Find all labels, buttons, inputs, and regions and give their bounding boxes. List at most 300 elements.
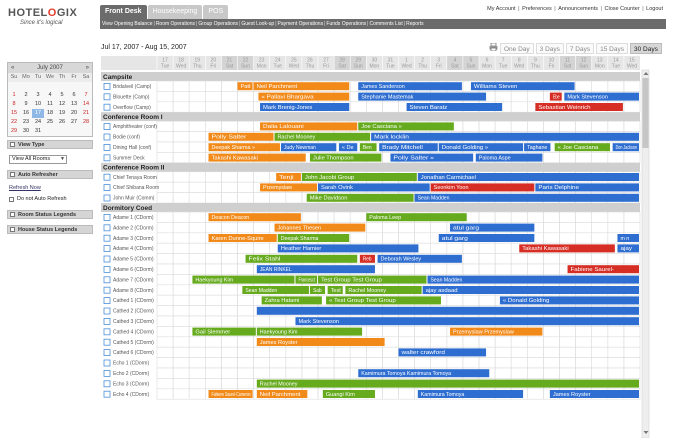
day-number-label: 14: [613, 57, 619, 64]
reservation-guest-name: Paloma Aspe: [478, 155, 511, 162]
reservation-guest-name: Reb: [362, 256, 372, 263]
room-status-icon[interactable]: [104, 370, 110, 376]
reservation-guest-name: Sean Madden: [417, 195, 450, 202]
room-status-icon[interactable]: [104, 195, 110, 201]
room-name: Adame 5 (CDorm): [113, 256, 154, 263]
reservation-guest-name: Karen Dunne-Squire: [211, 235, 264, 242]
room-name: Summer Deck: [113, 155, 145, 162]
room-type-header: [101, 112, 640, 121]
day-name-label: Thu: [192, 63, 202, 70]
menu-comments-list[interactable]: Comments List: [369, 21, 403, 27]
room-name: Bridalveil (Camp): [113, 84, 152, 90]
day-number-label: 13: [596, 57, 603, 64]
calendar-month-label: July 2007: [37, 65, 63, 71]
reservation-guest-name: « Test Group Test Group: [329, 298, 397, 305]
reservation-guest-name: Takashi Kawasaki: [211, 155, 258, 162]
reservation-guest-name: Deepak Sharma »: [211, 145, 256, 151]
reservation-guest-name: ajay asdaad: [425, 287, 458, 294]
reservation-guest-name: Haekyoung Kim: [259, 329, 298, 336]
reservation-guest-name: Neil Parchment: [256, 84, 298, 90]
reservation-guest-name: Julie Thompson: [312, 155, 354, 162]
calendar-day[interactable]: 1: [12, 92, 16, 98]
room-name: Bodie (conf): [113, 134, 140, 141]
room-status-icon[interactable]: [104, 104, 110, 110]
chevron-down-icon: ▼: [60, 156, 65, 162]
reservation-bar[interactable]: [257, 380, 639, 388]
day-number-label: 27: [323, 57, 329, 64]
calendar-day[interactable]: 7: [84, 92, 88, 98]
room-status-icon[interactable]: [104, 83, 110, 89]
day-name-label: Fri: [210, 63, 217, 70]
room-name: Echo 3 (CDorm): [113, 381, 150, 388]
room-type-header: [101, 72, 640, 81]
room-name: Adame 1 (CDorm): [113, 215, 154, 221]
reservation-guest-name: Rachel Mooney: [277, 134, 316, 141]
day-name-label: Sun: [353, 63, 363, 70]
day-name-label: Tue: [160, 63, 170, 70]
reservation-guest-name: Deborah Wesley: [380, 256, 422, 263]
view-15-days-button[interactable]: 15 Days: [596, 43, 628, 54]
calendar-weekday-label: Su: [8, 73, 20, 82]
reservation-guest-name: Zahra Hatami: [264, 298, 300, 305]
calendar-day[interactable]: 26: [58, 119, 66, 125]
calendar-day[interactable]: 23: [22, 119, 30, 125]
day-number-label: 6: [485, 57, 489, 64]
collapse-toggle-icon: [10, 172, 15, 177]
day-name-label: Fri: [548, 63, 555, 70]
reservation-guest-name: Rachel Mooney: [348, 287, 387, 294]
calendar-empty-cell: [44, 127, 56, 136]
reservation-guest-name: JEAN RINKEL: [259, 267, 292, 273]
calendar-day[interactable]: 25: [46, 119, 54, 125]
day-number-label: 1: [405, 57, 408, 64]
reservation-guest-name: Ben: [362, 145, 372, 151]
room-status-icon[interactable]: [104, 318, 110, 324]
tab-front-desk[interactable]: Front Desk: [100, 5, 147, 19]
announcements-link[interactable]: Announcements: [558, 6, 598, 12]
view-one-day-button[interactable]: One Day: [500, 43, 534, 54]
calendar-day[interactable]: 27: [70, 119, 78, 125]
day-name-label: Wed: [514, 63, 525, 70]
collapse-toggle-icon: [10, 142, 15, 147]
reservation-guest-name: atul garg: [441, 235, 469, 242]
day-number-label: 17: [162, 57, 168, 64]
view-3-days-button[interactable]: 3 Days: [536, 43, 564, 54]
day-number-label: 7: [501, 57, 505, 64]
room-status-icon[interactable]: [104, 287, 110, 293]
do-not-auto-refresh-option[interactable]: Do not Auto Refresh: [9, 196, 67, 202]
day-name-label: Tue: [273, 63, 282, 70]
calendar-weekday-label: Mo: [20, 73, 32, 82]
reservation-guest-name: Heather Hamier: [280, 246, 322, 253]
refresh-now-link[interactable]: Refresh Now: [9, 185, 41, 191]
room-status-icon[interactable]: [104, 256, 110, 262]
reservation-guest-name: Williams Steven: [473, 84, 518, 90]
reservation-guest-name: Polly Salter »: [393, 155, 435, 162]
room-status-icon[interactable]: [104, 298, 110, 304]
day-number-label: 9: [533, 57, 537, 64]
day-name-label: Thu: [418, 63, 427, 70]
reservation-guest-name: Guangi Kim: [325, 391, 355, 398]
day-number-label: 18: [178, 57, 184, 64]
day-number-label: 21: [226, 57, 233, 64]
day-number-label: 10: [548, 57, 555, 64]
room-status-icon[interactable]: [104, 381, 110, 387]
calendar-day[interactable]: 24: [34, 119, 42, 125]
room-view-select[interactable]: View All Rooms ▼: [9, 155, 67, 164]
calendar-day[interactable]: 2: [24, 92, 28, 98]
day-number-label: 5: [469, 57, 473, 64]
print-icon[interactable]: [489, 43, 498, 51]
day-name-label: Mon: [256, 63, 267, 70]
menu-room-operations[interactable]: Room Operations: [155, 21, 195, 27]
reservation-guest-name: James Royster: [259, 339, 298, 346]
reservation-bar[interactable]: [371, 133, 639, 141]
calendar-day[interactable]: 13: [70, 101, 78, 107]
room-status-icon[interactable]: [104, 391, 110, 397]
calendar-empty-cell: [44, 82, 56, 91]
tab-pos[interactable]: POS: [203, 5, 228, 19]
reservation-guest-name: John Jacobi Group: [304, 174, 355, 181]
room-status-icon[interactable]: [104, 225, 110, 231]
close-counter-link[interactable]: Close Counter: [604, 6, 640, 12]
view-30-days-button[interactable]: 30 Days: [630, 43, 662, 54]
day-number-label: 22: [242, 57, 249, 64]
calendar-day[interactable]: 8: [12, 101, 16, 107]
calendar-empty-cell: [80, 82, 92, 91]
day-name-label: Wed: [288, 63, 299, 70]
calendar-day[interactable]: 20: [70, 110, 78, 116]
calendar-day[interactable]: 18: [46, 110, 54, 116]
reservation-guest-name: « De: [341, 145, 354, 151]
collapse-toggle-icon: [10, 227, 15, 232]
calendar-next-button[interactable]: »: [85, 65, 89, 71]
menu-funds-operations[interactable]: Funds Operations: [326, 21, 367, 27]
day-name-label: Thu: [305, 63, 315, 70]
room-status-icon[interactable]: [104, 329, 110, 335]
day-number-label: 4: [453, 57, 457, 64]
room-type-title: Dormitory Coed: [103, 204, 153, 212]
calendar-day[interactable]: 6: [72, 92, 76, 98]
room-type-title: Campsite: [103, 73, 133, 81]
calendar-weekday-label: Fr: [68, 73, 80, 82]
room-type-title: Conference Room I: [103, 114, 163, 121]
reservation-guest-name: walter crawford: [401, 350, 446, 357]
reservation-guest-name: Test Group Test Group: [321, 277, 383, 284]
calendar-day[interactable]: 22: [10, 119, 18, 125]
day-number-label: 28: [339, 57, 345, 64]
room-status-icon[interactable]: [104, 174, 110, 180]
reservation-guest-name: Dalia Lalouani: [263, 124, 304, 131]
room-row: [101, 347, 640, 357]
reservation-guest-name: Mike Davidson: [309, 195, 348, 202]
room-status-icon[interactable]: [104, 185, 110, 191]
calendar-day[interactable]: 19: [58, 110, 66, 116]
room-status-icon[interactable]: [104, 246, 110, 252]
reservation-guest-name: Polly Salter: [211, 134, 247, 141]
day-number-label: 25: [291, 57, 297, 64]
room-status-icon[interactable]: [104, 124, 110, 130]
reservation-guest-name: atul garg: [453, 225, 480, 232]
day-name-label: Wed: [176, 63, 187, 70]
reservation-guest-name: Paloma Leep: [369, 215, 402, 221]
calendar-day[interactable]: 4: [48, 92, 52, 98]
room-row: [101, 222, 640, 232]
calendar-day[interactable]: 12: [58, 101, 66, 107]
reservation-guest-name: Sarah Ovink: [321, 185, 354, 192]
calendar-empty-cell: [68, 82, 80, 91]
room-name: Cathed 2 (CDorm): [113, 308, 154, 315]
room-name: Echo 1 (CDorm): [113, 360, 150, 367]
house-status-legends-panel[interactable]: House Status Legends: [7, 225, 93, 234]
room-name: Chief Tenaya Room: [113, 174, 157, 181]
room-name: Echo 4 (CDorm): [113, 391, 150, 398]
room-status-icon[interactable]: [104, 277, 110, 283]
reservation-guest-name: Paris Delphine: [538, 185, 580, 192]
reservation-guest-name: Mark locklin: [374, 134, 410, 141]
reservation-guest-name: Kamimura Tomoya: [420, 391, 465, 398]
reservation-guest-name: Judy Newman: [283, 145, 317, 151]
room-name: Adame 4 (CDorm): [113, 246, 154, 253]
calendar-weekday-label: We: [45, 74, 55, 80]
day-name-label: Thu: [531, 63, 540, 70]
account-links: My Account | Preferences | Announcements | Close Counter | Logout: [487, 6, 663, 12]
scrollbar-thumb[interactable]: [643, 78, 649, 148]
day-name-label: Wed: [626, 63, 638, 70]
day-name-label: Fri: [323, 63, 329, 70]
menu-reports[interactable]: Reports: [406, 21, 424, 27]
room-status-icon[interactable]: [104, 134, 110, 140]
reservation-guest-name: Deacon Deacon: [211, 215, 250, 221]
room-status-icon[interactable]: [104, 266, 110, 272]
room-name: Adame 6 (CDorm): [113, 267, 154, 273]
day-name-label: Sun: [579, 63, 589, 70]
day-name-label: Tue: [611, 63, 621, 70]
calendar-day[interactable]: 14: [82, 101, 90, 107]
reservation-guest-name: Tenji: [279, 174, 294, 181]
room-status-icon[interactable]: [104, 308, 110, 314]
reservation-guest-name: Gail Slemmer: [195, 329, 231, 336]
room-name: John Muir (Comm): [113, 195, 155, 202]
day-number-label: 31: [387, 57, 394, 64]
preferences-link[interactable]: Preferences: [522, 6, 552, 12]
room-name: Cathed 1 (CDorm): [113, 298, 154, 305]
reservation-guest-name: Deepak Sharma: [280, 235, 319, 242]
calendar-day[interactable]: 9: [24, 101, 28, 107]
calendar-empty-cell: [80, 127, 92, 136]
room-name: Dining Hall (conf): [113, 145, 152, 151]
calendar-empty-cell: [56, 127, 68, 136]
reservation-guest-name: « Joe Casciana: [557, 145, 599, 151]
calendar-day[interactable]: 17: [32, 109, 44, 118]
reservation-guest-name: Felix Stahl: [248, 256, 281, 263]
day-number-label: 20: [210, 57, 217, 64]
room-name: Cathed 3 (CDorm): [113, 319, 154, 325]
my-account-link[interactable]: My Account: [487, 6, 516, 12]
calendar-day[interactable]: 16: [22, 110, 30, 116]
day-name-label: Wed: [401, 63, 412, 70]
reservation-guest-name: Donald Golding »: [441, 145, 489, 151]
reservation-guest-name: Neil Parchment: [259, 391, 302, 398]
day-number-label: 24: [274, 57, 281, 64]
day-number-label: 12: [580, 57, 587, 64]
day-number-label: 15: [629, 57, 635, 64]
room-status-icon[interactable]: [104, 339, 110, 345]
collapse-toggle-icon: [10, 212, 15, 217]
day-number-label: 29: [355, 57, 362, 64]
reservation-guest-name: Przemyslaw: [263, 185, 293, 192]
reservation-guest-name: « Donald Golding: [502, 298, 550, 305]
checkbox[interactable]: [9, 197, 14, 202]
reservation-guest-name: Takashi Kawasaki: [522, 246, 569, 253]
hotelogix-logo: HOTELOGIX Since it's logical: [8, 7, 78, 26]
day-name-label: Sun: [466, 63, 476, 70]
calendar-day-grid: [8, 73, 92, 136]
reservation-bar[interactable]: [295, 317, 639, 325]
room-row: [101, 358, 640, 368]
room-type-header: [101, 163, 640, 172]
reservation-guest-name: Kamimura Tomoya Kamimura Tomoya: [361, 371, 452, 377]
reservation-guest-name: Haekyoung Kim: [195, 277, 234, 284]
reservation-guest-name: James Sanderson: [361, 84, 405, 90]
day-name-label: Mon: [482, 63, 492, 70]
reservation-timeline-grid: [101, 56, 666, 438]
room-status-legends-panel[interactable]: Room Status Legends: [7, 210, 93, 219]
calendar-empty-cell: [32, 82, 44, 91]
reservation-guest-name: Sean Madden: [430, 277, 463, 284]
day-number-label: 26: [307, 57, 313, 64]
reservation-guest-name: Johannes Thesen: [277, 225, 322, 232]
room-name: Cathed 4 (CDorm): [113, 329, 154, 336]
room-name: Cathed 6 (CDorm): [113, 350, 154, 357]
room-row: [101, 326, 640, 336]
reservation-guest-name: m n: [620, 235, 630, 242]
reservation-guest-name: Taghane: [527, 145, 548, 151]
room-status-icon[interactable]: [104, 235, 110, 241]
reservation-bar[interactable]: [257, 307, 639, 315]
menu-group-operations[interactable]: Group Operations: [198, 21, 239, 27]
reservation-guest-name: Test: [330, 287, 342, 294]
day-number-label: 30: [371, 57, 378, 64]
reservation-guest-name: Fabiene Saurel-Cameron: [211, 391, 251, 398]
room-status-icon[interactable]: [104, 360, 110, 366]
calendar-weekday-label: Tu: [32, 73, 44, 82]
reservation-guest-name: Mark Stevenson: [567, 94, 609, 101]
day-name-label: Fri: [435, 63, 442, 70]
calendar-weekday-label: Sa: [80, 73, 92, 82]
calendar-prev-button[interactable]: «: [11, 65, 15, 71]
reservation-guest-name: James Royster: [552, 391, 591, 398]
room-name: Echo 2 (CDorm): [113, 371, 150, 377]
room-name: Overflow (Camp): [113, 104, 151, 111]
calendar-empty-cell: [56, 82, 68, 91]
day-name-label: Sat: [225, 63, 234, 70]
room-name: Adame 2 (CDorm): [113, 225, 154, 232]
calendar-day[interactable]: 15: [10, 110, 18, 116]
room-status-icon[interactable]: [104, 155, 110, 161]
reservation-guest-name: « Pallavi Bhargava: [261, 94, 314, 101]
day-name-label: Tue: [498, 63, 508, 70]
room-status-icon[interactable]: [104, 94, 110, 100]
reservation-guest-name: Jonathan Carmichael: [420, 174, 476, 181]
day-number-label: 2: [421, 57, 425, 64]
reservation-guest-name: Seonkim Yoon: [433, 185, 469, 192]
module-tabs: [100, 5, 228, 19]
day-name-label: Tue: [386, 63, 395, 70]
room-name: Chief Shibana Room: [113, 185, 160, 192]
logout-link[interactable]: Logout: [646, 6, 663, 12]
day-number-label: 11: [564, 57, 571, 64]
day-name-label: Sat: [338, 63, 346, 70]
room-status-icon[interactable]: [104, 144, 110, 150]
reservation-guest-name: Brady Mitchell: [382, 145, 423, 151]
front-desk-menu: View Opening Balance | Room Operations | Group Operations | Guest Look-up | Payment Operations | Funds Operations | Comments List | Reports: [100, 19, 666, 29]
room-name: Adame 3 (CDorm): [113, 235, 154, 242]
calendar-empty-cell: [8, 82, 20, 91]
calendar-day[interactable]: 30: [22, 128, 30, 134]
reservation-guest-name: Francesct: [298, 277, 316, 284]
room-name: Adame 8 (CDorm): [113, 287, 154, 294]
reservation-guest-name: Mark Brenig-Jones: [263, 104, 313, 111]
room-row: [101, 233, 640, 243]
view-7-days-button[interactable]: 7 Days: [566, 43, 594, 54]
calendar-day[interactable]: 31: [34, 128, 42, 134]
reservation-guest-name: Sean Madden: [245, 287, 278, 294]
reservation-guest-name: Rachel Mooney: [259, 381, 299, 388]
day-number-label: 3: [437, 57, 441, 64]
auto-refresher-panel-header[interactable]: Auto Refresher: [7, 170, 93, 179]
calendar-day[interactable]: 10: [34, 101, 42, 107]
tab-housekeeping[interactable]: Housekeeping: [148, 5, 203, 19]
menu-payment-operations[interactable]: Payment Operations: [277, 21, 324, 27]
day-name-label: Sun: [241, 63, 251, 70]
room-name: Blouette (Camp): [113, 94, 150, 101]
menu-guest-lookup[interactable]: Guest Look-up: [241, 21, 275, 27]
room-status-icon[interactable]: [104, 214, 110, 220]
reservation-guest-name: Fabiene Saurel-: [570, 267, 615, 273]
reservation-guest-name: Przemyslaw Przemyslaw: [453, 329, 515, 336]
calendar-day[interactable]: 11: [47, 101, 53, 107]
room-status-icon[interactable]: [104, 350, 110, 356]
day-name-label: Mon: [594, 63, 605, 70]
calendar-day[interactable]: 29: [10, 128, 18, 134]
menu-view-opening-balance[interactable]: View Opening Balance: [102, 21, 153, 27]
room-type-header: [101, 203, 640, 212]
reservation-guest-name: Stephanie Mastemak: [361, 94, 414, 101]
room-name: Adame 7 (CDorm): [113, 277, 154, 284]
calendar-empty-cell: [68, 127, 80, 136]
reservation-guest-name: Don Jackson: [615, 145, 638, 151]
reservation-guest-name: Joe Casciana »: [361, 124, 403, 131]
reservation-guest-name: Steven Baratz: [409, 104, 448, 111]
reservation-guest-name: Sebastian Weinrich: [538, 104, 591, 111]
day-name-label: Sat: [451, 63, 459, 70]
calendar-day[interactable]: 28: [82, 119, 90, 125]
day-number-label: 19: [194, 57, 201, 64]
calendar-day[interactable]: 5: [60, 92, 64, 98]
reservation-guest-name: Sab: [312, 287, 322, 294]
calendar-day[interactable]: 3: [36, 92, 40, 98]
room-type-title: Conference Room II: [103, 164, 165, 172]
room-name: Cathed 5 (CDorm): [113, 339, 154, 346]
reservation-guest-name: ajay: [620, 246, 633, 253]
calendar-day[interactable]: 21: [82, 110, 90, 116]
view-type-panel-header[interactable]: View Type: [7, 140, 93, 149]
day-number-label: 8: [517, 57, 521, 64]
calendar-empty-cell: [20, 82, 32, 91]
day-name-label: Mon: [369, 63, 380, 70]
day-number-label: 23: [258, 57, 265, 64]
